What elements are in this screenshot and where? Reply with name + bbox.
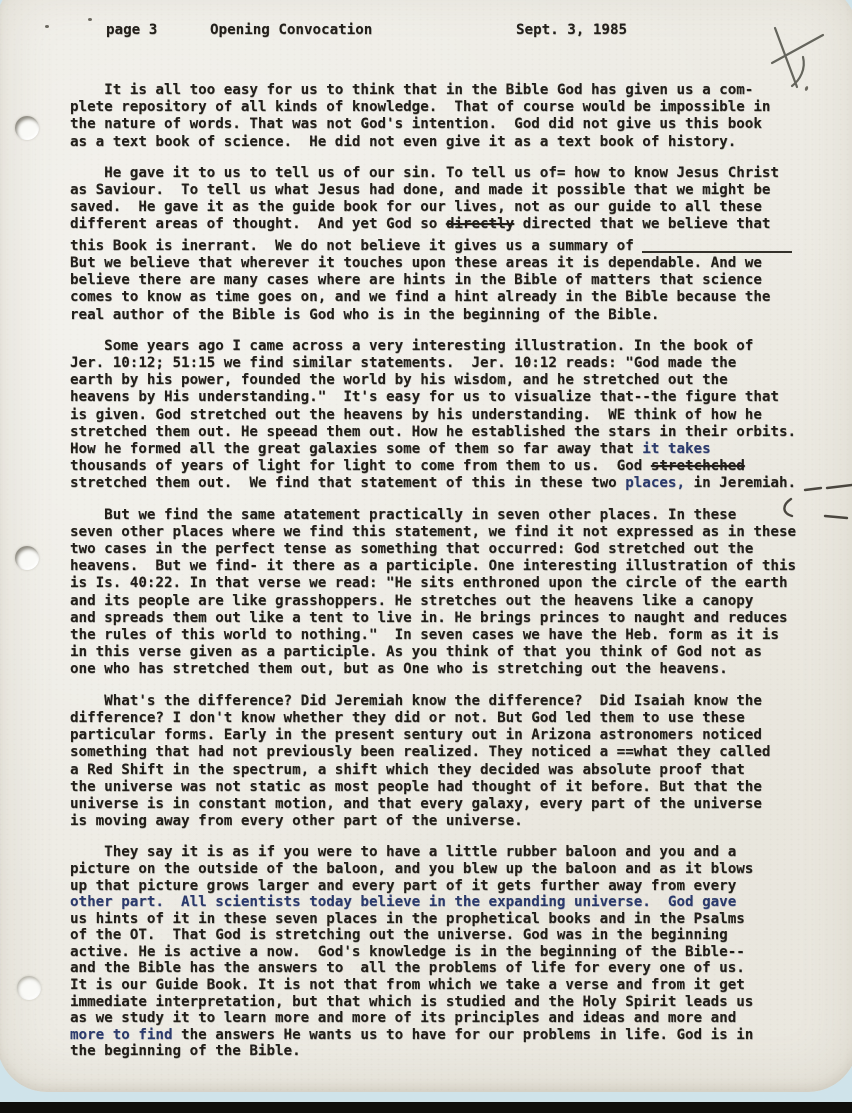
text-line bbox=[70, 744, 850, 761]
text-segment: plete repository of all kinds of knowledge. That of course would be impossible in bbox=[70, 99, 771, 116]
text-segment: as we study it to learn more and more of its principles and ideas and more and bbox=[70, 1010, 737, 1027]
text-segment: the nature of words. That was not God's intention. God did not give us this book bbox=[70, 116, 762, 133]
text-segment: as Saviour. To tell us what Jesus had done, and made it possible that we might be bbox=[70, 182, 771, 199]
text-segment: of the OT. That God is stretching out the universe. God was in the beginning bbox=[70, 927, 728, 944]
text-line bbox=[70, 234, 850, 255]
text-segment: universe is in constant motion, and that every galaxy, every part of the universe bbox=[70, 795, 762, 812]
text-line bbox=[70, 507, 850, 524]
text-segment: the rules of this world to nothing." In seven cases we have the Heb. form as it is bbox=[70, 627, 779, 644]
text-line bbox=[70, 813, 850, 830]
text-segment: heavens by His understanding." It's easy for us to visualize that--the figure that bbox=[70, 389, 779, 406]
text-line bbox=[70, 911, 850, 928]
text-segment: is Is. 40:22. In that verse we read: "He sits enthroned upon the circle of the earth bbox=[70, 575, 788, 592]
text-line bbox=[70, 524, 850, 541]
text-line bbox=[70, 593, 850, 610]
text-line bbox=[70, 255, 850, 272]
hole-punch bbox=[17, 976, 41, 1000]
text-segment: real author of the Bible is God who is in the beginning of the Bible. bbox=[70, 306, 660, 323]
text-segment: thousands of years of light for light to come from them to us. God bbox=[70, 458, 651, 475]
text-segment: something that had not previously been realized. They noticed a ==what they called bbox=[70, 744, 771, 761]
text-segment-blue: places, bbox=[625, 475, 686, 492]
text-segment: up that picture grows larger and every part of it gets further away from every bbox=[70, 877, 737, 894]
text-segment: It is all too easy for us to think that in the Bible God has given us a com- bbox=[70, 82, 754, 98]
text-segment: in Jeremiah. bbox=[685, 475, 797, 492]
text-line bbox=[70, 627, 850, 644]
text-segment: us hints of it in these seven places in the prophetical books and in the Psalms bbox=[70, 910, 745, 927]
text-line bbox=[70, 424, 850, 441]
text-segment-blank bbox=[642, 237, 792, 253]
pencil-speck bbox=[45, 25, 49, 28]
text-segment-blue: other part. All scientists today believe in the expanding universe. God gave bbox=[70, 894, 737, 911]
text-segment: and the Bible has the answers to all the problems of life for every one of us. bbox=[70, 960, 745, 977]
text-segment: comes to know as time goes on, and we find a hint already in the Bible because the bbox=[70, 289, 771, 306]
text-line bbox=[70, 710, 850, 727]
text-line bbox=[70, 441, 850, 458]
text-line bbox=[70, 861, 850, 878]
text-segment: How he formed all the great galaxies some of them so far away that bbox=[70, 441, 643, 458]
text-line bbox=[70, 541, 850, 558]
text-line bbox=[70, 458, 850, 475]
text-line bbox=[70, 894, 850, 911]
paragraph bbox=[70, 338, 850, 493]
text-segment: Jer. 10:12; 51:15 we find similar statements. Jer. 10:12 reads: "God made the bbox=[70, 355, 737, 372]
text-line bbox=[70, 927, 850, 944]
text-segment-blue: more to find bbox=[70, 1026, 173, 1043]
text-segment: stretched them out. We find that statement of this in these two bbox=[70, 475, 626, 492]
text-line bbox=[70, 134, 850, 151]
text-line bbox=[70, 307, 850, 324]
text-line bbox=[70, 475, 850, 492]
text-line bbox=[70, 389, 850, 406]
document-title: Opening Convocation bbox=[210, 22, 373, 38]
page-number-label: page 3 bbox=[106, 22, 158, 38]
text-line bbox=[70, 289, 850, 306]
text-segment: It is our Guide Book. It is not that from which we take a verse and from it get bbox=[70, 977, 745, 994]
text-line bbox=[70, 407, 850, 424]
text-segment: difference? I don't know whether they did or not. But God led them to use these bbox=[70, 709, 745, 726]
text-segment: in this verse given as a participle. As you think of that you think of God not as bbox=[70, 644, 762, 661]
scan-edge-band bbox=[0, 1102, 852, 1113]
paragraph bbox=[70, 844, 850, 1060]
text-line bbox=[70, 82, 850, 99]
text-line bbox=[70, 693, 850, 710]
text-segment-strike: directly bbox=[445, 216, 515, 233]
hole-punch bbox=[15, 546, 39, 570]
text-line bbox=[70, 182, 850, 199]
text-line bbox=[70, 878, 850, 895]
text-segment-blue: it takes bbox=[642, 441, 711, 458]
text-segment: stretched them out. He speead them out. How he established the stars in their orbits. bbox=[70, 423, 797, 440]
text-line bbox=[70, 372, 850, 389]
text-segment: two cases in the perfect tense as something that occurred: God stretched out the bbox=[70, 541, 754, 558]
text-line bbox=[70, 644, 850, 661]
paragraph bbox=[70, 693, 850, 831]
text-segment: one who has stretched them out, but as One who is stretching out the heavens. bbox=[70, 661, 728, 678]
text-line bbox=[70, 575, 850, 592]
text-line bbox=[70, 99, 850, 116]
text-segment: as a text book of science. He did not even give it as a text book of history. bbox=[70, 133, 737, 150]
document-body bbox=[70, 82, 850, 1074]
pencil-speck bbox=[88, 18, 92, 21]
text-line bbox=[70, 116, 850, 133]
text-line bbox=[70, 558, 850, 575]
text-line bbox=[70, 272, 850, 289]
text-line bbox=[70, 1043, 850, 1060]
text-segment: different areas of thought. And yet God so bbox=[70, 216, 446, 233]
text-segment: a Red Shift in the spectrum, a shift which they decided was absolute proof that bbox=[70, 761, 745, 778]
paragraph bbox=[70, 165, 850, 324]
text-segment: is given. God stretched out the heavens by his understanding. WE think of how he bbox=[70, 406, 762, 423]
text-line bbox=[70, 944, 850, 961]
text-line bbox=[70, 661, 850, 678]
text-line bbox=[70, 1010, 850, 1027]
text-line bbox=[70, 338, 850, 355]
text-segment: this Book is inerrant. We do not believe it gives us a summary of bbox=[70, 237, 643, 254]
text-segment: and spreads them out like a tent to live in. He brings princes to naught and reduces bbox=[70, 609, 788, 626]
paragraph bbox=[70, 507, 850, 679]
text-segment-strike: stretchched bbox=[650, 458, 745, 475]
text-segment: He gave it to us to tell us of our sin. To tell us of= how to know Jesus Christ bbox=[70, 164, 779, 181]
text-line bbox=[70, 727, 850, 744]
text-segment: They say it is as if you were to have a little rubber baloon and you and a bbox=[70, 844, 737, 861]
text-line bbox=[70, 796, 850, 813]
text-segment: heavens. But we find- it there as a participle. One interesting illustration of this bbox=[70, 558, 797, 575]
text-segment: immediate interpretation, but that which is studied and the Holy Spirit leads us bbox=[70, 993, 754, 1010]
text-segment: Some years ago I came across a very interesting illustration. In the book of bbox=[70, 337, 754, 354]
text-line bbox=[70, 216, 850, 233]
text-segment: seven other places where we find this statement, we find it not expressed as in these bbox=[70, 523, 797, 540]
text-segment: What's the difference? Did Jeremiah know the difference? Did Isaiah know the bbox=[70, 692, 762, 709]
text-segment: believe there are many cases where are hints in the Bible of matters that science bbox=[70, 272, 762, 289]
text-segment: particular forms. Early in the present sentury out in Arizona astronomers noticed bbox=[70, 727, 762, 744]
text-segment: the answers He wants us to have for our problems in life. God is in bbox=[172, 1026, 754, 1043]
text-line bbox=[70, 960, 850, 977]
text-line bbox=[70, 977, 850, 994]
document-date: Sept. 3, 1985 bbox=[516, 22, 628, 38]
text-segment: the beginning of the Bible. bbox=[70, 1043, 301, 1060]
text-segment: the universe was not static as most people had thought of it before. But that the bbox=[70, 778, 762, 795]
text-line bbox=[70, 844, 850, 861]
text-line bbox=[70, 165, 850, 182]
text-line bbox=[70, 610, 850, 627]
text-segment: But we believe that wherever it touches upon these areas it is dependable. And we bbox=[70, 255, 762, 272]
text-line bbox=[70, 199, 850, 216]
text-segment: But we find the same atatement practically in seven other places. In these bbox=[70, 506, 737, 523]
text-segment: active. He is active a now. God's knowledge is in the beginning of the Bible-- bbox=[70, 943, 745, 960]
text-segment: is moving away from every other part of the universe. bbox=[70, 813, 523, 830]
text-segment: earth by his power, founded the world by his wisdom, and he stretched out the bbox=[70, 372, 728, 389]
text-segment: saved. He gave it as the guide book for our lives, not as our guide to all these bbox=[70, 199, 762, 216]
hole-punch bbox=[15, 116, 39, 140]
text-line bbox=[70, 762, 850, 779]
text-segment: directed that we believe that bbox=[514, 216, 771, 233]
text-line bbox=[70, 1027, 850, 1044]
text-segment: picture on the outside of the baloon, and you blew up the baloon and as it blows bbox=[70, 860, 754, 877]
text-line bbox=[70, 779, 850, 796]
text-line bbox=[70, 355, 850, 372]
paragraph bbox=[70, 82, 850, 151]
text-segment: and its people are like grasshoppers. He stretches out the heavens like a canopy bbox=[70, 592, 754, 609]
text-line bbox=[70, 994, 850, 1011]
